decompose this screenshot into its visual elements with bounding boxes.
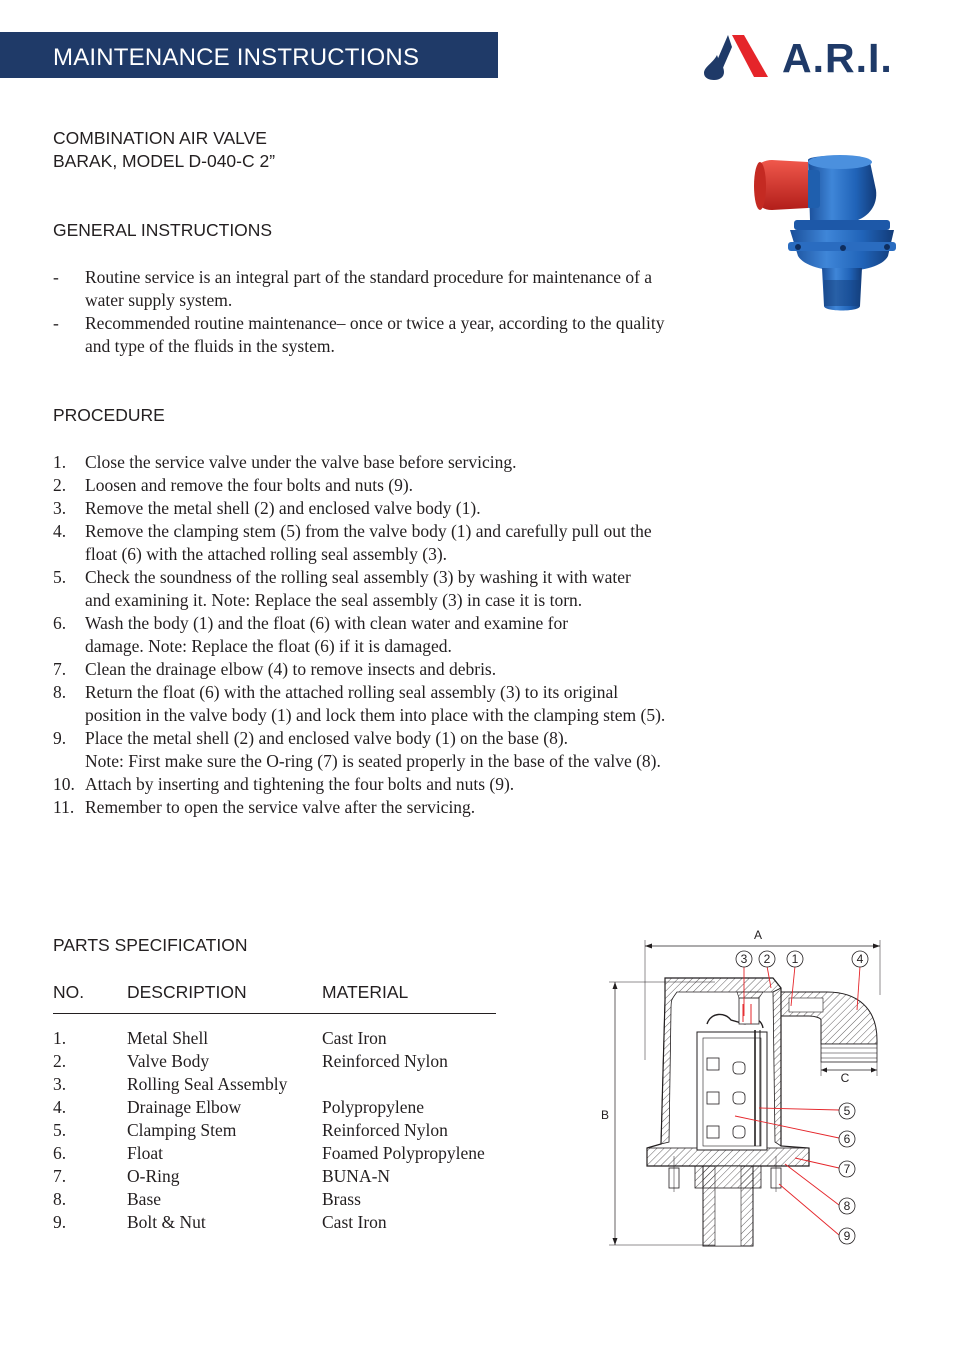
- svg-text:3: 3: [740, 952, 748, 966]
- page-title: MAINTENANCE INSTRUCTIONS: [53, 44, 420, 71]
- svg-text:2: 2: [763, 952, 771, 966]
- parts-row: 7. O-Ring BUNA-N: [53, 1166, 391, 1186]
- parts-row: 9. Bolt & Nut Cast Iron: [53, 1212, 387, 1232]
- svg-text:4: 4: [856, 952, 864, 966]
- valve-photo: [748, 150, 898, 320]
- callout-9: [839, 1228, 855, 1244]
- parts-row: 5. Clamping Stem Reinforced Nylon: [53, 1120, 448, 1140]
- dimension-a-label: A: [753, 928, 763, 942]
- parts-row: 1. Metal Shell Cast Iron: [53, 1028, 387, 1048]
- ari-logo: [702, 33, 926, 81]
- dimension-b-label: B: [600, 1108, 610, 1122]
- callout-7: [839, 1161, 855, 1177]
- product-name-line1: COMBINATION AIR VALVE: [53, 128, 267, 148]
- parts-row: 4. Drainage Elbow Polypropylene: [53, 1097, 425, 1117]
- dimension-c-label: C: [840, 1071, 850, 1085]
- svg-text:9: 9: [843, 1229, 851, 1243]
- svg-text:7: 7: [843, 1162, 851, 1176]
- parts-row: 8. Base Brass: [53, 1189, 361, 1209]
- parts-row: 6. Float Foamed Polypropylene: [53, 1143, 485, 1163]
- header-bar: [0, 32, 498, 78]
- callout-2: [759, 951, 775, 967]
- svg-text:6: 6: [843, 1132, 851, 1146]
- parts-row: 2. Valve Body Reinforced Nylon: [53, 1051, 448, 1071]
- general-instructions-heading: GENERAL INSTRUCTIONS: [53, 220, 273, 240]
- callout-1: [787, 951, 803, 967]
- callout-3: [736, 951, 752, 967]
- svg-text:1: 1: [791, 952, 799, 966]
- parts-row: 3. Rolling Seal Assembly: [53, 1074, 288, 1094]
- callout-8: [839, 1198, 855, 1214]
- svg-text:8: 8: [843, 1199, 851, 1213]
- parts-col-description: DESCRIPTION: [127, 982, 247, 1002]
- product-name-line2: BARAK, MODEL D-040-C 2”: [53, 151, 276, 171]
- parts-table-rule: [53, 1013, 496, 1014]
- parts-col-no: NO.: [53, 982, 85, 1002]
- parts-heading: PARTS SPECIFICATION: [53, 935, 248, 955]
- logo-text: A.R.I.: [782, 35, 893, 81]
- callout-5: [839, 1103, 855, 1119]
- svg-text:5: 5: [843, 1104, 851, 1118]
- parts-col-material: MATERIAL: [322, 982, 409, 1002]
- callout-6: [839, 1131, 855, 1147]
- valve-section-drawing: [595, 920, 895, 1255]
- procedure-heading: PROCEDURE: [53, 405, 165, 425]
- logo-mark-icon: [702, 33, 782, 81]
- callout-4: [852, 951, 868, 967]
